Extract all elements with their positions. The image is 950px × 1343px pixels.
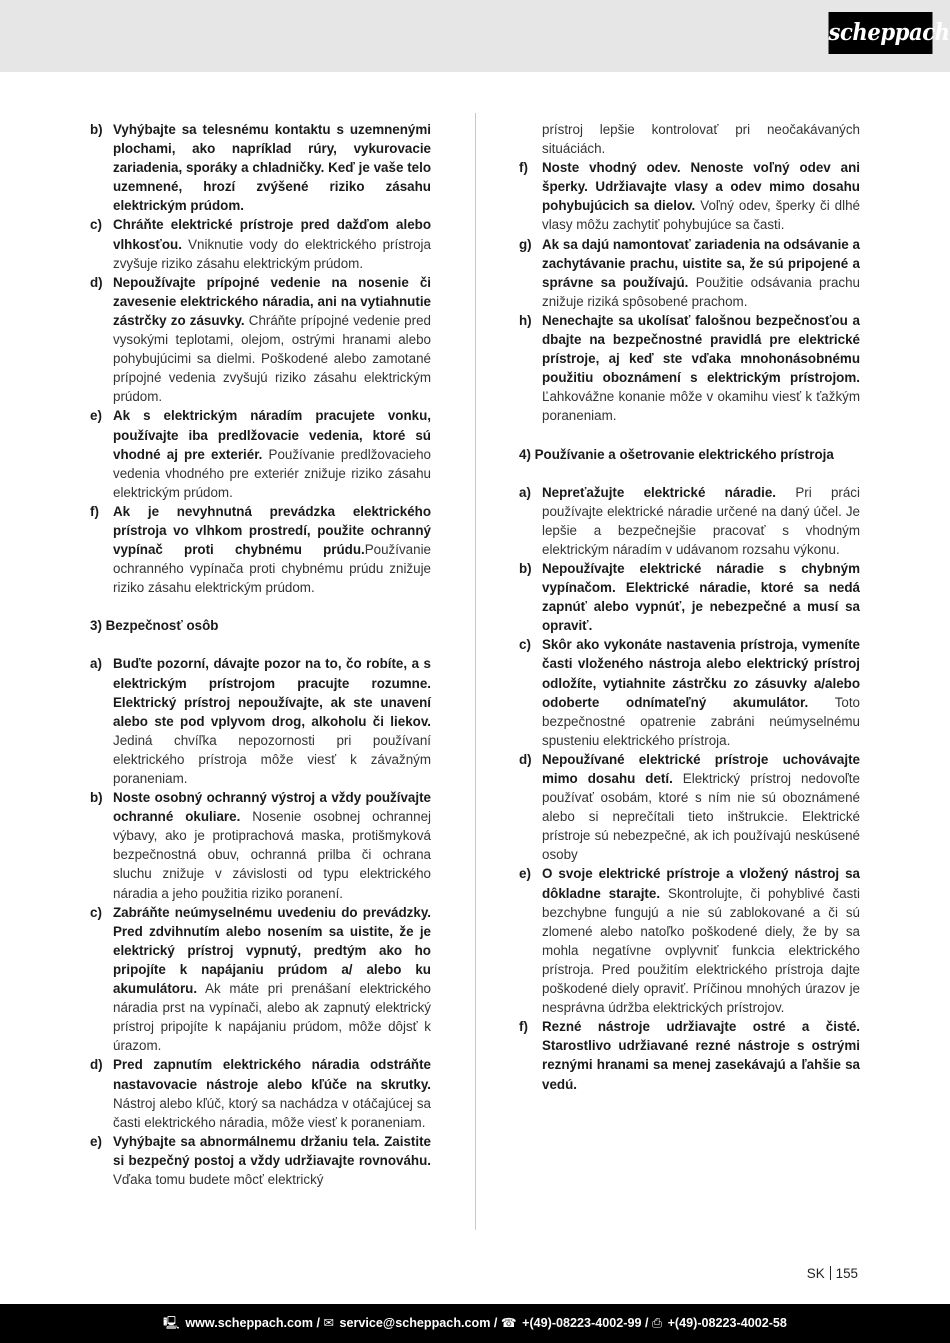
fax-icon: ⎙	[651, 1316, 663, 1330]
item-normal-text: Ak máte pri prenášaní elektrického náradia prst na vypínači, alebo ak zapnutý elektrický prístroj pripojíte k napájaniu prúdom, môže dôjsť k úrazom.	[113, 981, 431, 1054]
item-normal-text: Chráňte prípojné vedenie pred vysokými teplotami, olejom, ostrými hranami alebo pohybujúcimi sa dielmi. Poškodené alebo zamotané prípojné vedenia zvyšujú riziko zásahu elektrickým prúdom.	[113, 312, 431, 405]
footer-fax: +(49)-08223-4002-58	[667, 1316, 787, 1330]
list-item	[519, 1017, 860, 1093]
page-number	[807, 1266, 858, 1281]
item-bold-text: O svoje elektrické prístroje a vložený nástroj sa dôkladne starajte.	[542, 866, 860, 901]
item-bold-text: Ak je nevyhnutná prevádzka elektrického prístroja vo vlhkom prostredí, použite ochranný vypínač proti chybnému prúdu.	[113, 503, 431, 558]
section-title: 4) Používanie a ošetrovanie elektrického prístroja	[519, 446, 834, 462]
item-marker: c)	[519, 637, 531, 653]
footer-separator: /	[493, 1316, 498, 1330]
item-marker: f)	[90, 503, 99, 519]
page-number-value: 155	[835, 1266, 858, 1281]
item-normal-text: Skontrolujte, či pohyblivé časti bezchybne fungujú a nie sú zablokované a či sú zlomené alebo natoľko poškodené diely, že by sa mohla negatívne ovplyvniť funkcia elektrického prístroja. Pred použitím elektrického prístroja dajte poškodené diely opraviť. Príčinou mnohých úrazov je nesprávna údržba elektrických prístrojov.	[542, 885, 860, 1016]
list-item	[90, 654, 431, 788]
item-bold-text: Vyhýbajte sa abnormálnemu držaniu tela. Zaistite si bezpečný postoj a vždy udržiavajte rovnováhu.	[113, 1133, 431, 1168]
footer-separator: /	[644, 1316, 649, 1330]
item-bold-text: Ak sa dajú namontovať zariadenia na odsávanie a zachytávanie prachu, uistite sa, že sú pripojené a správne sa používajú.	[542, 236, 860, 290]
item-marker: c)	[90, 904, 102, 920]
item-normal-text: Pri práci používajte elektrické náradie určené na daný účel. Je lepšie a bezpečnejšie pracovať s vhodným elektrickým náradím v udávanom rozsahu výkonu.	[542, 484, 860, 557]
list-item	[519, 311, 860, 426]
footer-separator: /	[316, 1316, 320, 1330]
list-item	[90, 502, 431, 597]
item-normal-text: Používanie ochranného vypínača proti chybnému prúdu znižuje riziko zásahu elektrickým prúdom.	[113, 542, 431, 596]
footer-website-link[interactable]: www.scheppach.com	[185, 1316, 313, 1330]
monitor-icon: 🖳	[163, 1316, 180, 1330]
phone-icon: ☎	[500, 1316, 517, 1330]
item-marker: e)	[519, 866, 531, 882]
item-marker: f)	[519, 160, 528, 176]
item-normal-text: Voľný odev, šperky či dlhé vlasy môžu zachytiť pohybujúce sa časti.	[542, 198, 860, 233]
item-marker: d)	[90, 274, 103, 290]
item-marker: e)	[90, 1133, 102, 1149]
footer-phone: +(49)-08223-4002-99	[522, 1316, 642, 1330]
item-marker: b)	[90, 790, 103, 806]
item-normal-text: Ľahkovážne konanie môže v okamihu viesť k ťažkým poraneniam.	[542, 389, 860, 424]
item-bold-text: Nenechajte sa ukolísať falošnou bezpečnosťou a dbajte na bezpečnostné pravidlá pre elektrické prístroje, aj keď ste vďaka mnohonásobnému použitiu oboznámení s elektrickým prístrojom.	[542, 312, 860, 386]
item-bold-text: Noste osobný ochranný výstroj a vždy používajte ochranné okuliare.	[113, 790, 431, 825]
mail-icon: ✉	[323, 1316, 335, 1330]
item-bold-text: Skôr ako vykonáte nastavenia prístroja, vymeníte časti vloženého nástroja alebo elektrický prístroj odložíte, vytiahnite zástrčku zo zásuvky a/alebo odoberte odnímateľný akumulátor.	[542, 637, 860, 710]
item-marker: g)	[519, 236, 532, 252]
item-bold-text: Zabráňte neúmyselnému uvedeniu do prevádzky. Pred zdvihnutím alebo nosením sa uistite, že je elektrický prístroj vypnutý, predtým ako ho pripojíte k napájaniu prúdom a/ alebo ku akumulátoru.	[113, 904, 431, 997]
item-marker: a)	[519, 484, 531, 500]
list-item	[90, 1132, 431, 1189]
item-bold-text: Noste vhodný odev. Nenoste voľný odev ani šperky. Udržiavajte vlasy a odev mimo dosahu pohybujúcich sa dielov.	[542, 160, 860, 214]
page-number-separator	[830, 1266, 831, 1280]
item-normal-text: Použitie odsávania prachu znižuje riziká spôsobené prachom.	[542, 274, 860, 309]
list-item	[90, 1055, 431, 1131]
list-item	[90, 273, 431, 407]
item-bold-text: Nepreťažujte elektrické náradie.	[542, 484, 777, 500]
list-item	[90, 215, 431, 272]
item-normal-text: Používanie predlžovacieho vedenia vhodného pre exteriér znižuje riziko zásahu elektrickým prúdom.	[113, 446, 431, 500]
footer-email-link[interactable]: service@scheppach.com	[339, 1316, 491, 1330]
list-item	[90, 903, 431, 1056]
item-marker: f)	[519, 1019, 528, 1035]
item-marker: a)	[90, 656, 102, 672]
item-bold-text: Chráňte elektrické prístroje pred dažďom alebo vlhkosťou.	[113, 217, 431, 252]
list-item	[519, 635, 860, 750]
left-column	[90, 120, 431, 1189]
item-marker: b)	[519, 560, 532, 576]
header-band	[0, 0, 950, 72]
list-item	[519, 559, 860, 635]
item-normal-text: Elektrický prístroj nedovoľte používať osobám, ktoré s ním nie sú oboznámené alebo si neprečítali tieto inštrukcie. Elektrické prístroje sú nebezpečné, ak ich používajú neskúsené osoby	[542, 771, 860, 863]
list-item	[90, 788, 431, 903]
item-normal-text: Toto bezpečnostné opatrenie zabráni neúmyselnému spusteniu elektrického prístroja.	[542, 694, 860, 748]
list-item	[90, 120, 431, 215]
item-normal-text: Vniknutie vody do elektrického prístroja zvyšuje riziko zásahu elektrickým prúdom.	[113, 236, 431, 271]
item-marker: h)	[519, 312, 532, 328]
item-marker: c)	[90, 217, 102, 233]
item-marker: b)	[90, 122, 103, 137]
list-item	[519, 235, 860, 311]
brand-logo: scheppach	[829, 12, 933, 54]
item-bold-text: Pred zapnutím elektrického náradia odstráňte nastavovacie nástroje alebo kľúče na skrutky.	[113, 1057, 431, 1092]
list-item	[519, 483, 860, 559]
item-normal-text: Nosenie osobnej ochrannej výbavy, ako je protiprachová maska, protišmyková bezpečnostná obuv, ochranná prilba či ochrana sluchu znižuje v závislosti od typu elektrického náradia a jeho použitia riziko poranení.	[113, 809, 431, 901]
item-normal-text: Vďaka tomu budete môcť elektrický	[113, 1171, 324, 1187]
list-item	[519, 750, 860, 865]
item-bold-text: Nepoužívané elektrické prístroje uchovávajte mimo dosahu detí.	[542, 751, 860, 786]
item-marker: d)	[90, 1057, 103, 1073]
item-bold-text: Vyhýbajte sa telesnému kontaktu s uzemnenými plochami, ako napríklad rúry, vykurovacie zariadenia, sporáky a chladničky. Keď je vaše telo uzemnené, hrozí zvýšené riziko zásahu elektrickým prúdom.	[113, 122, 431, 214]
list-item	[519, 864, 860, 1017]
item-bold-text: Nepoužívajte prípojné vedenie na nosenie či zavesenie elektrického náradia, ani na vytiahnutie zástrčky zo zásuvky.	[113, 274, 431, 328]
item-marker: d)	[519, 751, 532, 767]
item-bold-text: Nepoužívajte elektrické náradie s chybným vypínačom. Elektrické náradie, ktoré sa nedá zapnúť alebo vypnúť, je nebezpečné a musí sa opraviť.	[542, 560, 860, 634]
item-bold-text: Buďte pozorní, dávajte pozor na to, čo robíte, a s elektrickým prístrojom pracujte rozumne. Elektrický prístroj nepoužívajte, ak ste unavení alebo ste pod vplyvom drog, alkoholu či liekov.	[113, 656, 431, 729]
list-item	[519, 158, 860, 234]
list-item	[90, 406, 431, 501]
item-normal-text: Nástroj alebo kľúč, ktorý sa nachádza v otáčajúcej sa časti elektrického náradia, môže viesť k poraneniam.	[113, 1095, 431, 1130]
language-code: SK	[806, 1266, 825, 1281]
item-bold-text: Rezné nástroje udržiavajte ostré a čisté. Starostlivo udržiavané rezné nástroje s ostrými reznými hranami sa menej zasekávajú a ľahšie sa vedú.	[542, 1019, 860, 1092]
item-marker: e)	[90, 408, 102, 424]
section-title: 3) Bezpečnosť osôb	[90, 618, 219, 634]
item-bold-text: Ak s elektrickým náradím pracujete vonku, používajte iba predlžovacie vedenia, ktoré sú vhodné aj pre exteriér.	[113, 408, 431, 462]
column-divider	[475, 113, 476, 1230]
right-column	[519, 120, 860, 1094]
item-normal-text: Jediná chvíľka nepozornosti pri používaní elektrického prístroja môže viesť k závažným poraneniam.	[113, 732, 431, 786]
footer-contact-bar	[0, 1304, 950, 1343]
continuation-text: prístroj lepšie kontrolovať pri neočakávaných situáciách.	[542, 122, 860, 157]
